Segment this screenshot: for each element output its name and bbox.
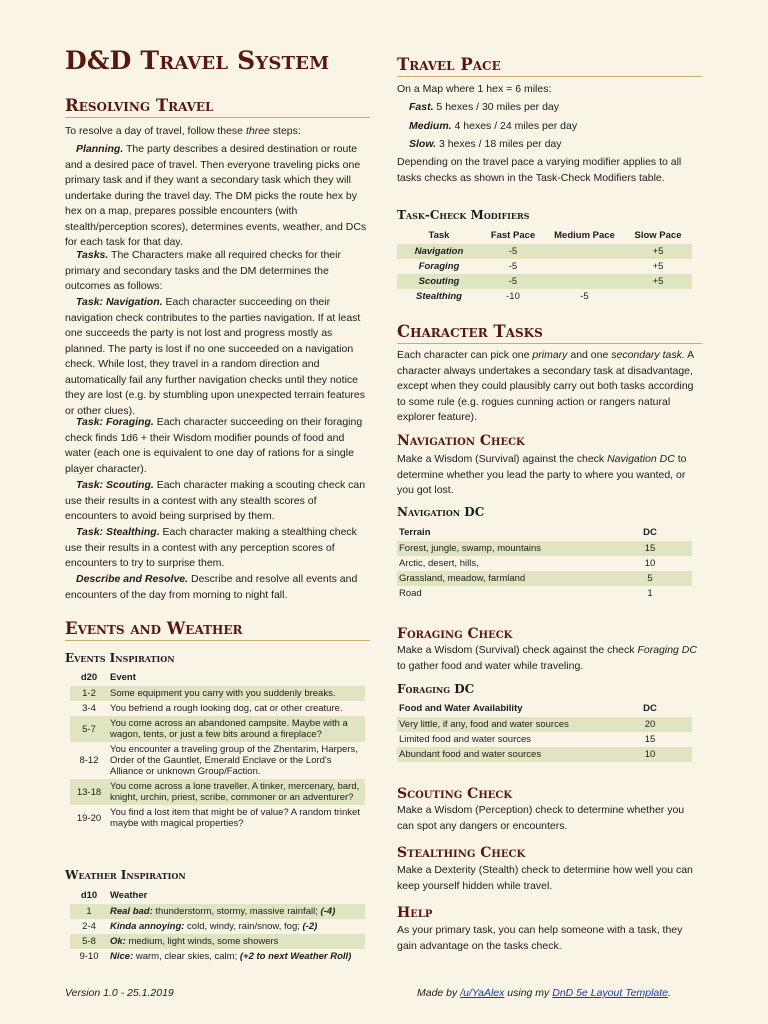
table-row	[397, 732, 692, 747]
event-cell: You encounter a traveling group of the Zhentarim, Harpers, Order of the Gauntlet, Emerald Enclave or the Lord's Alliance or unknown Group/Faction.	[110, 744, 358, 777]
roll-cell: 19-20	[76, 812, 102, 824]
modifier-cell: -5	[481, 274, 545, 289]
event-cell: You befriend a rough looking dog, cat or other creature.	[110, 703, 343, 714]
events-inspiration-heading: Events Inspiration	[65, 651, 175, 665]
map-scale-line: On a Map where 1 hex = 6 miles:	[397, 83, 552, 95]
table-row	[70, 779, 365, 805]
stealthing-task-paragraph: Task: Stealthing. Each character making a stealthing check use their results in a contest with any perception scores of encounters to try to surprise them.	[65, 526, 357, 569]
table-header-d10: d10	[80, 890, 98, 901]
table-header-weather: Weather	[110, 890, 148, 901]
table-row	[397, 717, 692, 732]
credits-footer: Made by /u/YaAlex using my DnD 5e Layout Template.	[417, 987, 671, 999]
table-row	[397, 586, 692, 601]
weather-cell	[108, 904, 365, 919]
table-row	[397, 541, 692, 556]
roll-cell: 2-4	[82, 921, 96, 932]
task-name-cell: Foraging	[418, 261, 460, 272]
roll-cell: 9-10	[79, 951, 99, 962]
travel-pace-heading: Travel Pace	[397, 55, 702, 77]
modifier-cell: +5	[652, 261, 664, 272]
scouting-task-paragraph: Task: Scouting. Each character making a scouting check can use their results in a contest with any stealth scores of encounters to avoid being surprised by them.	[65, 479, 366, 522]
weather-label: Nice:	[110, 951, 134, 962]
table-row	[70, 904, 365, 919]
table-row	[397, 244, 692, 259]
navigation-check-text: Make a Wisdom (Survival) against the check Navigation DC to determine whether you lead the party to where you wanted, or you got lost.	[397, 453, 687, 496]
table-row	[397, 747, 692, 762]
modifier-cell: +5	[624, 274, 692, 289]
table-row	[70, 949, 365, 964]
table-header-task: Task	[428, 230, 450, 241]
weather-text: warm, clear skies, calm;	[133, 951, 240, 962]
stealthing-check-text: Make a Dexterity (Stealth) check to determine how well you can keep yourself hidden while travel.	[397, 864, 693, 892]
task-name-cell: Navigation	[397, 244, 481, 259]
roll-cell: 5-8	[70, 934, 108, 949]
table-row	[397, 571, 692, 586]
stealthing-check-heading: Stealthing Check	[397, 845, 526, 861]
weather-label: Kinda annoying:	[110, 921, 185, 932]
table-header-fast: Fast Pace	[490, 230, 536, 241]
version-footer: Version 1.0 - 25.1.2019	[65, 987, 174, 999]
weather-modifier: (+2 to next Weather Roll)	[239, 951, 352, 962]
modifier-cell: -5	[481, 244, 545, 259]
table-row	[397, 289, 692, 304]
navigation-dc-table	[397, 524, 692, 601]
scouting-check-heading: Scouting Check	[397, 786, 513, 802]
dc-cell: 10	[644, 558, 656, 569]
table-header-row	[397, 700, 692, 717]
task-name-cell: Scouting	[397, 274, 481, 289]
foraging-check-heading: Foraging Check	[397, 626, 513, 642]
weather-text: medium, light winds, some showers	[125, 936, 279, 947]
navigation-check-heading: Navigation Check	[397, 433, 525, 449]
character-tasks-heading: Character Tasks	[397, 322, 702, 344]
task-check-modifiers-heading: Task-Check Modifiers	[397, 208, 530, 222]
table-header-slow: Slow Pace	[634, 230, 682, 241]
terrain-cell: Forest, jungle, swamp, mountains	[397, 541, 608, 556]
modifier-cell: +5	[624, 244, 692, 259]
table-row	[70, 701, 365, 716]
table-row	[70, 919, 365, 934]
resolving-intro: To resolve a day of travel, follow these three steps:	[65, 125, 301, 137]
modifier-cell: -5	[508, 261, 518, 272]
table-row	[70, 805, 365, 831]
modifier-cell: -5	[580, 291, 589, 302]
event-cell: You come across a lone traveller. A tinker, mercenary, bard, knight, urchin, priest, scribe, commoner or an adventurer?	[108, 779, 365, 805]
dc-cell: 20	[608, 717, 692, 732]
weather-label: Real bad:	[110, 906, 153, 917]
roll-cell: 1	[70, 904, 108, 919]
dc-cell: 10	[608, 747, 692, 762]
table-row	[70, 716, 365, 742]
event-cell: Some equipment you carry with you suddenly breaks.	[108, 686, 365, 701]
weather-modifier: (-4)	[320, 906, 336, 917]
navigation-dc-heading: Navigation DC	[397, 505, 485, 519]
table-row	[397, 556, 692, 571]
modifier-cell	[545, 259, 624, 274]
roll-cell: 1-2	[70, 686, 108, 701]
modifier-cell: -10	[506, 291, 520, 302]
weather-inspiration-heading: Weather Inspiration	[65, 868, 186, 882]
fast-pace-line: Fast. 5 hexes / 30 miles per day	[409, 101, 559, 113]
task-check-modifiers-table	[397, 227, 692, 304]
table-header-event: Event	[110, 672, 136, 683]
table-header-availability: Food and Water Availability	[399, 703, 523, 714]
foraging-dc-table	[397, 700, 692, 762]
events-table	[70, 669, 365, 831]
scouting-check-text: Make a Wisdom (Perception) check to determine whether you can spot any dangers or encounters.	[397, 804, 685, 832]
event-cell: You find a lost item that might be of value? A random trinket maybe with magical properties?	[110, 807, 360, 829]
roll-cell: 13-18	[70, 779, 108, 805]
foraging-task-paragraph: Task: Foraging. Each character succeeding on their foraging check finds 1d6 + their Wisdom modifier pounds of food and water (each one is equivalent to one day of rations for a single player character).	[65, 416, 363, 475]
pace-modifier-note: Depending on the travel pace a varying modifier applies to all tasks checks as shown in the Task-Check Modifiers table.	[397, 156, 682, 184]
table-header-terrain: Terrain	[399, 527, 431, 538]
slow-pace-line: Slow. 3 hexes / 18 miles per day	[409, 138, 562, 150]
weather-cell	[108, 949, 365, 964]
author-link[interactable]: /u/YaAlex	[460, 987, 505, 999]
roll-cell: 8-12	[79, 755, 99, 766]
terrain-cell: Grassland, meadow, farmland	[397, 571, 608, 586]
roll-cell: 3-4	[82, 703, 96, 714]
resolving-travel-heading: Resolving Travel	[65, 96, 370, 118]
weather-cell	[108, 919, 365, 934]
table-header-row	[70, 669, 365, 686]
table-header-d20: d20	[80, 672, 98, 683]
availability-cell: Abundant food and water sources	[397, 747, 608, 762]
navigation-task-paragraph: Task: Navigation. Each character succeeding on their navigation check contributes to the parties navigation. If at least one succeeds the party is not lost and progress mostly as planned. The party is lost if no one succeeded on a navigation check. While lost, they travel in a random direction and automatically fail any further navigation checks until they notice they are lost (e.g. by stumbling upon unexpected terrain features or other clues).	[65, 296, 366, 417]
availability-cell: Very little, if any, food and water sources	[397, 717, 608, 732]
weather-text: cold, windy, rain/snow, fog;	[184, 921, 303, 932]
table-header-row	[397, 227, 692, 244]
task-name-cell: Stealthing	[416, 291, 462, 302]
terrain-cell: Arctic, desert, hills,	[399, 558, 479, 569]
table-header-dc: DC	[643, 703, 657, 714]
dc-cell: 15	[608, 541, 692, 556]
terrain-cell: Road	[399, 588, 422, 599]
character-tasks-text: Each character can pick one primary and one secondary task. A character always undertakes a secondary task at disadvantage, except when they could plausibly carry out both tasks according to some rule (e.g. rogues cunning action or rangers natural explorer feature).	[397, 349, 694, 423]
dc-cell: 1	[647, 588, 653, 599]
planning-paragraph: Planning. The party describes a desired destination or route and a desired pace of travel. Then everyone traveling picks one primary task and if they want a secondary task which they will undertake during the travel day. The DM picks the route hex by hex on a map, prepares possible encounters (with stealth/perception scores), determines events, weather, and DCs for each task for that day.	[65, 143, 367, 248]
availability-cell: Limited food and water sources	[399, 734, 532, 745]
table-header-dc: DC	[643, 527, 657, 538]
modifier-cell	[545, 274, 624, 289]
table-header-row	[70, 887, 365, 904]
table-header-row	[397, 524, 692, 541]
weather-text: thunderstorm, stormy, massive rainfall;	[152, 906, 321, 917]
foraging-check-text: Make a Wisdom (Survival) check against the check Foraging DC to gather food and water while traveling.	[397, 644, 697, 672]
table-row	[70, 934, 365, 949]
foraging-dc-heading: Foraging DC	[397, 682, 475, 696]
dc-cell: 5	[608, 571, 692, 586]
tasks-paragraph: Tasks. The Characters make all required checks for their primary and secondary tasks and the DM determines the outcomes as follows:	[65, 249, 341, 292]
weather-cell	[108, 934, 365, 949]
weather-table	[70, 887, 365, 964]
roll-cell: 5-7	[70, 716, 108, 742]
weather-modifier: (-2)	[302, 921, 318, 932]
modifier-cell	[545, 244, 624, 259]
table-row	[397, 259, 692, 274]
events-weather-heading: Events and Weather	[65, 619, 370, 641]
table-header-medium: Medium Pace	[554, 230, 615, 241]
weather-label: Ok:	[110, 936, 126, 947]
template-link[interactable]: DnD 5e Layout Template	[552, 987, 669, 999]
describe-resolve-paragraph: Describe and Resolve. Describe and resolve all events and encounters of the day from morning to night fall.	[65, 573, 358, 601]
dc-cell: 15	[644, 734, 656, 745]
help-heading: Help	[397, 905, 433, 921]
medium-pace-line: Medium. 4 hexes / 24 miles per day	[409, 120, 578, 132]
modifier-cell	[624, 289, 692, 304]
table-row	[70, 742, 365, 779]
help-text: As your primary task, you can help someone with a task, they gain advantage on the tasks check.	[397, 924, 683, 952]
table-row	[70, 686, 365, 701]
event-cell: You come across an abandoned campsite. Maybe with a wagon, tents, or just a few bits around a fireplace?	[108, 716, 365, 742]
table-row	[397, 274, 692, 289]
page-title: D&D Travel System	[65, 46, 330, 75]
